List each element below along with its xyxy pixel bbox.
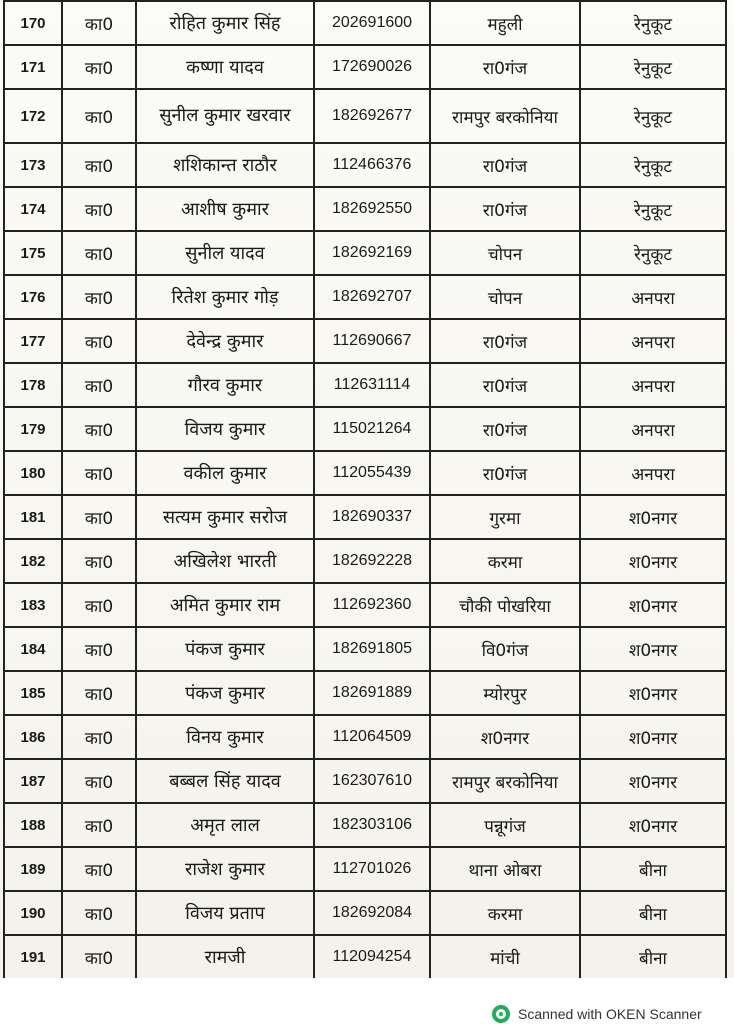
serial-number: 184 (4, 627, 62, 671)
table-row (4, 759, 726, 803)
table-row (4, 363, 726, 407)
serial-number: 179 (4, 407, 62, 451)
person-name: विजय प्रताप (136, 891, 314, 935)
table-row (4, 583, 726, 627)
pno-number: 202691600 (314, 1, 430, 45)
person-name: आशीष कुमार (136, 187, 314, 231)
pno-number: 182690337 (314, 495, 430, 539)
serial-number: 181 (4, 495, 62, 539)
pno-number: 112631114 (314, 363, 430, 407)
circle: श0नगर (580, 671, 726, 715)
rank: का0 (62, 187, 136, 231)
rank: का0 (62, 275, 136, 319)
posting-place: मांची (430, 935, 580, 979)
person-name: सुनील कुमार खरवार (136, 89, 314, 143)
rank: का0 (62, 363, 136, 407)
posting-place: श0नगर (430, 715, 580, 759)
posting-place: रामपुर बरकोनिया (430, 89, 580, 143)
serial-number: 180 (4, 451, 62, 495)
posting-place: रामपुर बरकोनिया (430, 759, 580, 803)
posting-place: म्योरपुर (430, 671, 580, 715)
posting-place: रा0गंज (430, 363, 580, 407)
table-row (4, 451, 726, 495)
posting-place: रा0गंज (430, 143, 580, 187)
serial-number: 174 (4, 187, 62, 231)
pno-number: 182692677 (314, 89, 430, 143)
serial-number: 190 (4, 891, 62, 935)
posting-place: करमा (430, 891, 580, 935)
table-row (4, 143, 726, 187)
circle: श0नगर (580, 539, 726, 583)
pno-number: 182303106 (314, 803, 430, 847)
person-name: पंकज कुमार (136, 671, 314, 715)
person-name: विनय कुमार (136, 715, 314, 759)
posting-place: चोपन (430, 275, 580, 319)
person-name: अखिलेश भारती (136, 539, 314, 583)
posting-place: पन्नूगंज (430, 803, 580, 847)
circle: रेनुकूट (580, 187, 726, 231)
serial-number: 170 (4, 1, 62, 45)
table-row (4, 803, 726, 847)
circle: रेनुकूट (580, 1, 726, 45)
person-name: सत्यम कुमार सरोज (136, 495, 314, 539)
serial-number: 191 (4, 935, 62, 979)
rank: का0 (62, 231, 136, 275)
rank: का0 (62, 627, 136, 671)
person-name: रामजी (136, 935, 314, 979)
table-row (4, 187, 726, 231)
person-name: देवेन्द्र कुमार (136, 319, 314, 363)
person-name: बब्बल सिंह यादव (136, 759, 314, 803)
person-name: रितेश कुमार गोड़ (136, 275, 314, 319)
circle: श0नगर (580, 759, 726, 803)
person-name: सुनील यादव (136, 231, 314, 275)
posting-place: महुली (430, 1, 580, 45)
circle: अनपरा (580, 363, 726, 407)
posting-place: गुरमा (430, 495, 580, 539)
table-row (4, 891, 726, 935)
pno-number: 182691889 (314, 671, 430, 715)
circle: बीना (580, 891, 726, 935)
rank: का0 (62, 1, 136, 45)
rank: का0 (62, 539, 136, 583)
circle: अनपरा (580, 275, 726, 319)
posting-place: थाना ओबरा (430, 847, 580, 891)
serial-number: 185 (4, 671, 62, 715)
rank: का0 (62, 407, 136, 451)
circle: रेनुकूट (580, 89, 726, 143)
person-name: अमित कुमार राम (136, 583, 314, 627)
serial-number: 189 (4, 847, 62, 891)
table-row (4, 627, 726, 671)
scanner-label: Scanned with OKEN Scanner (518, 1006, 702, 1022)
pno-number: 112064509 (314, 715, 430, 759)
pno-number: 182692550 (314, 187, 430, 231)
table-row (4, 847, 726, 891)
rank: का0 (62, 891, 136, 935)
rank: का0 (62, 803, 136, 847)
table-row (4, 45, 726, 89)
pno-number: 182692707 (314, 275, 430, 319)
circle: रेनुकूट (580, 231, 726, 275)
scanner-logo-icon (492, 1005, 510, 1023)
posting-place: रा0गंज (430, 407, 580, 451)
personnel-table (3, 0, 727, 980)
pno-number: 182691805 (314, 627, 430, 671)
table-row (4, 407, 726, 451)
rank: का0 (62, 583, 136, 627)
rank: का0 (62, 671, 136, 715)
person-name: कष्णा यादव (136, 45, 314, 89)
serial-number: 182 (4, 539, 62, 583)
posting-place: रा0गंज (430, 187, 580, 231)
pno-number: 115021264 (314, 407, 430, 451)
person-name: पंकज कुमार (136, 627, 314, 671)
serial-number: 183 (4, 583, 62, 627)
table-row (4, 319, 726, 363)
circle: श0नगर (580, 583, 726, 627)
rank: का0 (62, 319, 136, 363)
circle: श0नगर (580, 715, 726, 759)
pno-number: 182692169 (314, 231, 430, 275)
circle: रेनुकूट (580, 143, 726, 187)
table-row (4, 715, 726, 759)
rank: का0 (62, 935, 136, 979)
person-name: अमृत लाल (136, 803, 314, 847)
posting-place: रा0गंज (430, 451, 580, 495)
serial-number: 175 (4, 231, 62, 275)
table-row (4, 935, 726, 979)
pno-number: 182692228 (314, 539, 430, 583)
pno-number: 112690667 (314, 319, 430, 363)
rank: का0 (62, 89, 136, 143)
serial-number: 186 (4, 715, 62, 759)
pno-number: 112094254 (314, 935, 430, 979)
table-row (4, 1, 726, 45)
rank: का0 (62, 451, 136, 495)
circle: श0नगर (580, 627, 726, 671)
posting-place: चोपन (430, 231, 580, 275)
rank: का0 (62, 759, 136, 803)
person-name: विजय कुमार (136, 407, 314, 451)
table-row (4, 539, 726, 583)
circle: श0नगर (580, 803, 726, 847)
pno-number: 112701026 (314, 847, 430, 891)
serial-number: 177 (4, 319, 62, 363)
person-name: गौरव कुमार (136, 363, 314, 407)
rank: का0 (62, 143, 136, 187)
serial-number: 173 (4, 143, 62, 187)
circle: अनपरा (580, 451, 726, 495)
rank: का0 (62, 495, 136, 539)
pno-number: 112055439 (314, 451, 430, 495)
posting-place: रा0गंज (430, 319, 580, 363)
table-row (4, 231, 726, 275)
serial-number: 172 (4, 89, 62, 143)
serial-number: 187 (4, 759, 62, 803)
pno-number: 182692084 (314, 891, 430, 935)
pno-number: 162307610 (314, 759, 430, 803)
pno-number: 112692360 (314, 583, 430, 627)
table-row (4, 671, 726, 715)
circle: बीना (580, 847, 726, 891)
circle: अनपरा (580, 407, 726, 451)
table-row (4, 275, 726, 319)
person-name: शशिकान्त राठौर (136, 143, 314, 187)
rank: का0 (62, 715, 136, 759)
circle: बीना (580, 935, 726, 979)
circle: अनपरा (580, 319, 726, 363)
scanner-watermark (492, 1004, 702, 1024)
rank: का0 (62, 45, 136, 89)
table-row (4, 89, 726, 143)
serial-number: 171 (4, 45, 62, 89)
pno-number: 112466376 (314, 143, 430, 187)
posting-place: चौकी पोखरिया (430, 583, 580, 627)
posting-place: वि0गंज (430, 627, 580, 671)
person-name: राजेश कुमार (136, 847, 314, 891)
posting-place: रा0गंज (430, 45, 580, 89)
pno-number: 172690026 (314, 45, 430, 89)
table-body (4, 1, 726, 979)
posting-place: करमा (430, 539, 580, 583)
circle: रेनुकूट (580, 45, 726, 89)
serial-number: 188 (4, 803, 62, 847)
rank: का0 (62, 847, 136, 891)
person-name: रोहित कुमार सिंह (136, 1, 314, 45)
serial-number: 176 (4, 275, 62, 319)
serial-number: 178 (4, 363, 62, 407)
person-name: वकील कुमार (136, 451, 314, 495)
circle: श0नगर (580, 495, 726, 539)
table-row (4, 495, 726, 539)
